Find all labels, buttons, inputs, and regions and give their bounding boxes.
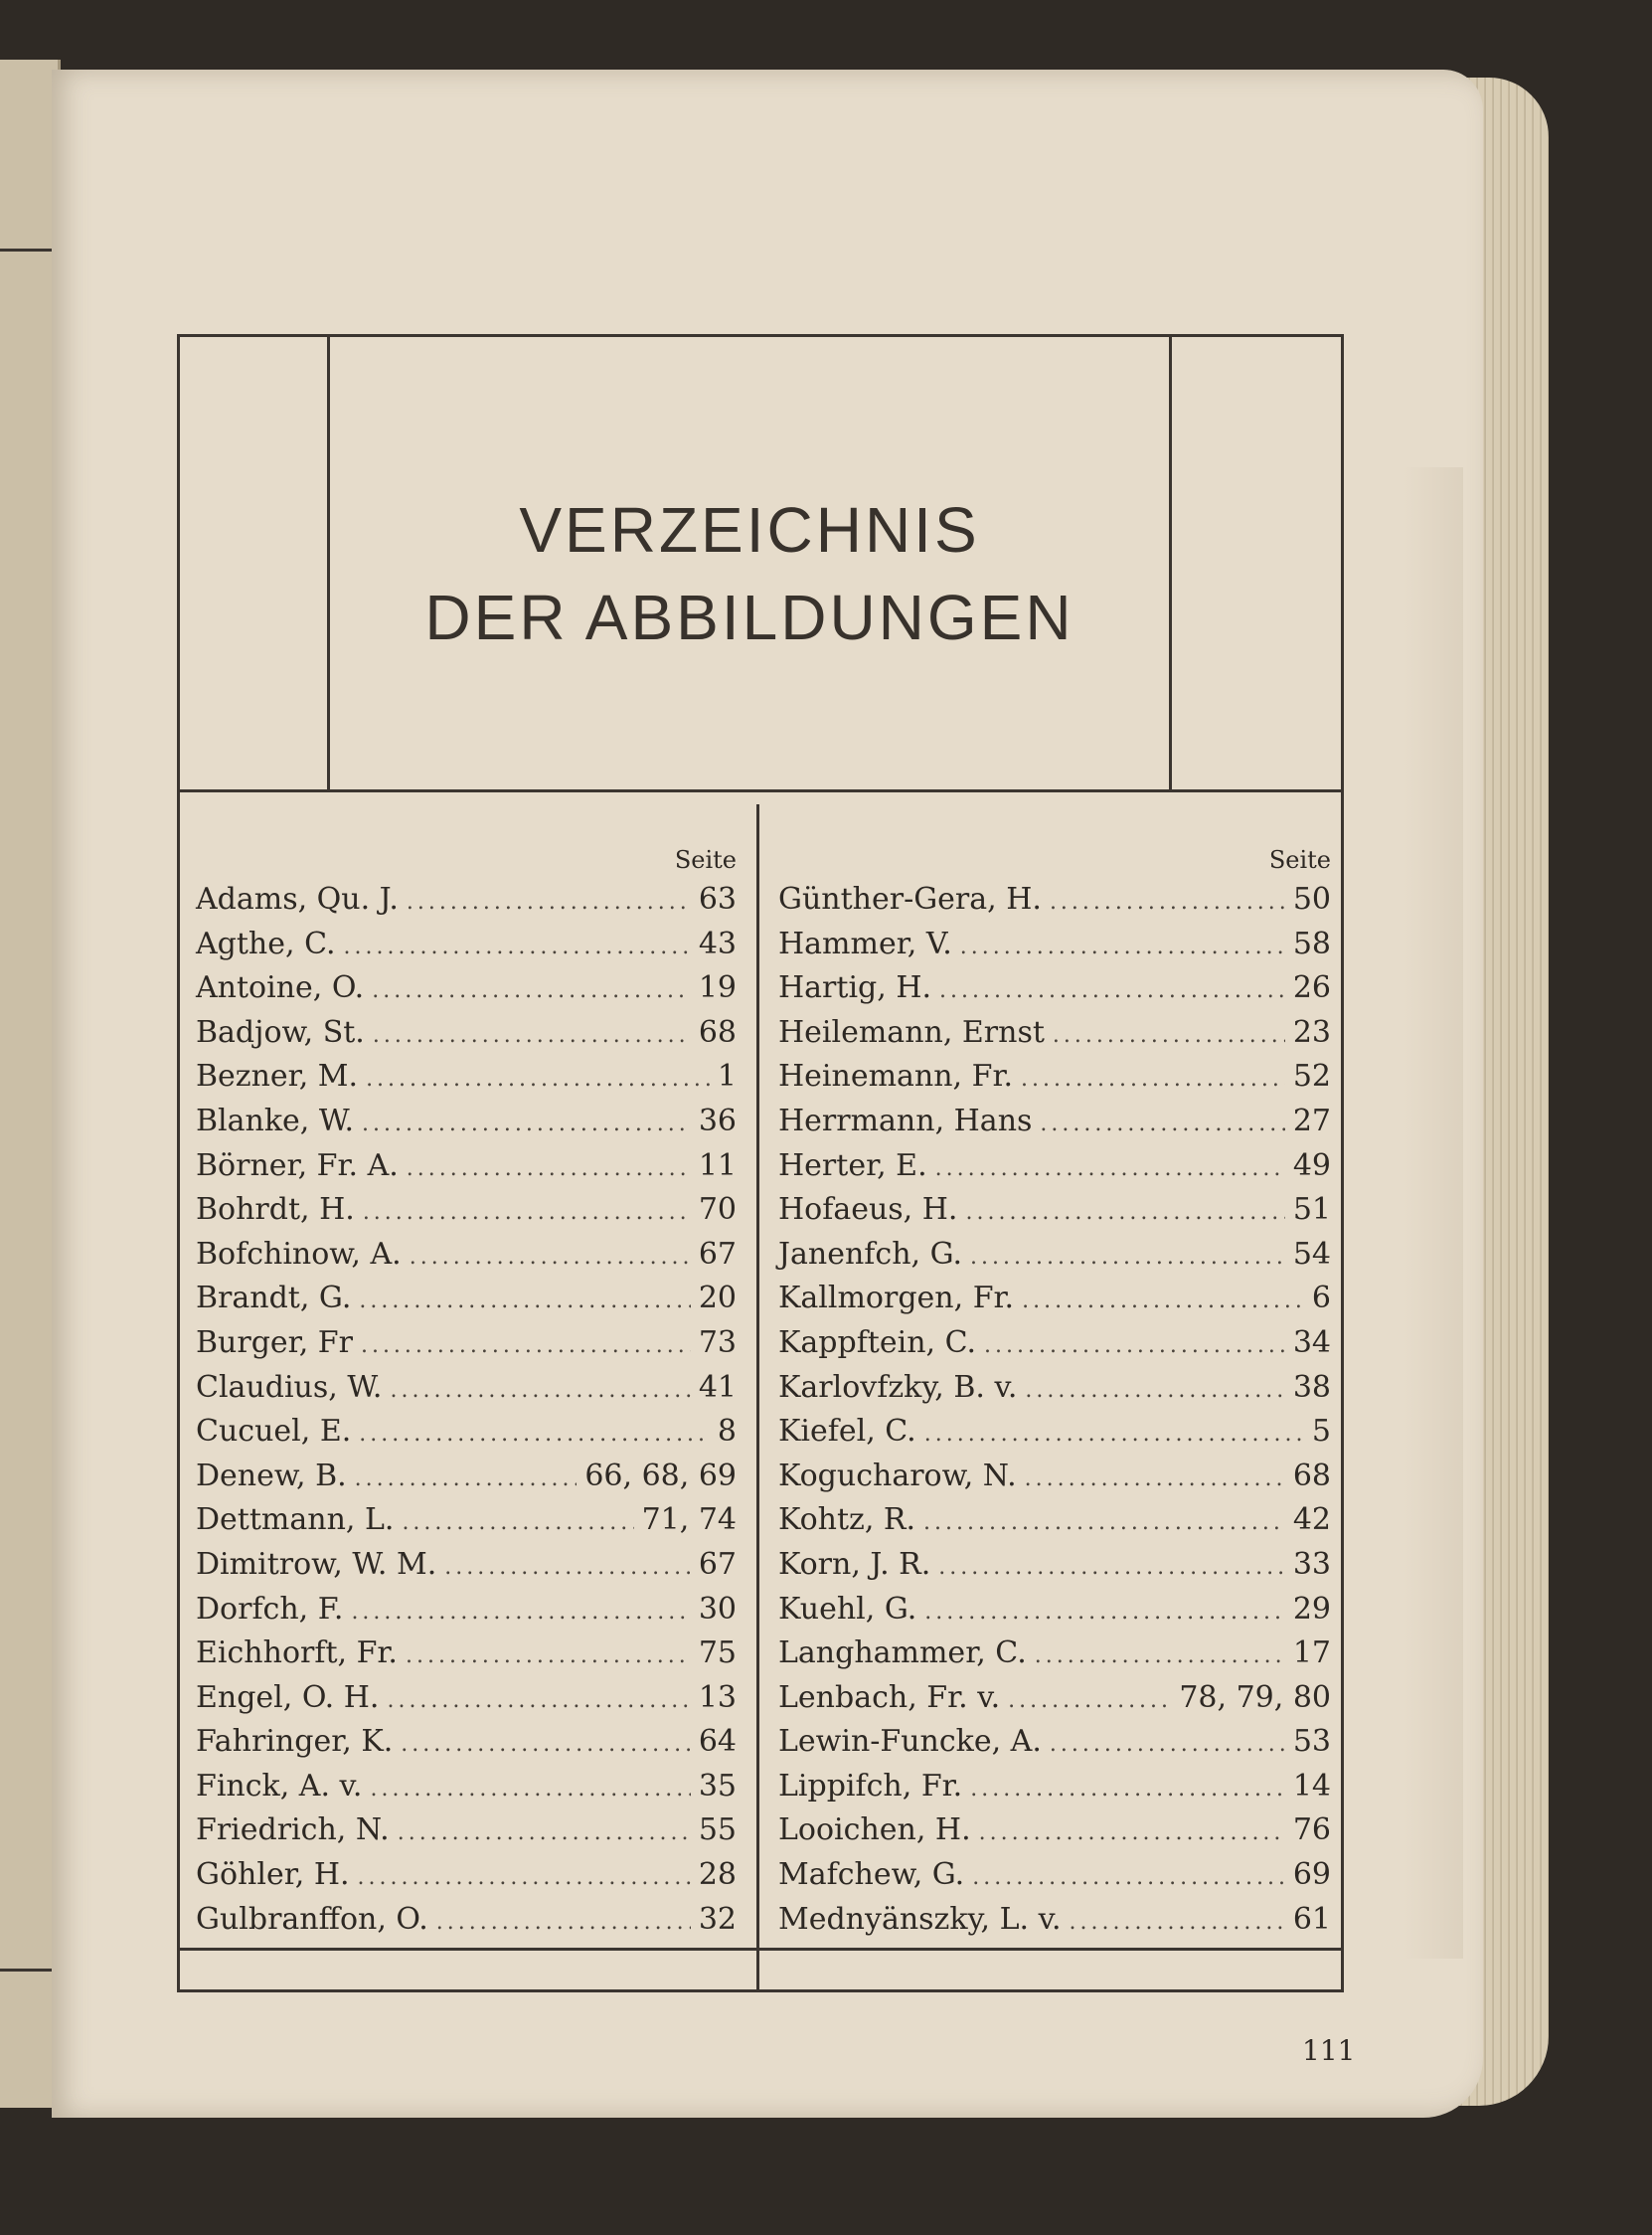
index-entry bbox=[778, 1455, 1331, 1499]
entry-page-number: 13 bbox=[698, 1679, 737, 1715]
index-entry bbox=[196, 1366, 737, 1411]
dot-leader bbox=[390, 1369, 690, 1414]
dot-leader bbox=[1050, 1723, 1285, 1768]
entry-page-number: 33 bbox=[1292, 1546, 1331, 1582]
dot-leader bbox=[924, 1591, 1285, 1635]
entry-artist-name: Kuehl, G. bbox=[778, 1591, 917, 1627]
dot-leader bbox=[387, 1679, 690, 1724]
entry-page-number: 28 bbox=[698, 1857, 737, 1893]
index-entry bbox=[196, 1455, 737, 1499]
index-entry bbox=[778, 1321, 1331, 1366]
entry-page-number: 43 bbox=[698, 926, 737, 961]
entry-page-number: 35 bbox=[698, 1768, 737, 1804]
dot-leader bbox=[1008, 1679, 1171, 1724]
entry-page-number: 8 bbox=[717, 1414, 737, 1450]
dot-leader bbox=[407, 881, 691, 926]
dot-leader bbox=[407, 1147, 691, 1192]
index-entry bbox=[196, 1588, 737, 1633]
entry-page-number: 54 bbox=[1292, 1236, 1331, 1272]
entry-artist-name: Janenfch, G. bbox=[778, 1236, 963, 1272]
entry-page-number: 55 bbox=[698, 1812, 737, 1848]
index-frame bbox=[177, 334, 1344, 1992]
index-entry bbox=[778, 1233, 1331, 1278]
entry-artist-name: Denew, B. bbox=[196, 1458, 347, 1493]
entry-artist-name: Bezner, M. bbox=[196, 1059, 359, 1095]
entry-page-number: 58 bbox=[1292, 926, 1331, 961]
dot-leader bbox=[401, 1723, 691, 1768]
index-entry bbox=[778, 1188, 1331, 1233]
entry-artist-name: Kohtz, R. bbox=[778, 1502, 916, 1538]
dot-leader bbox=[1025, 1369, 1284, 1414]
dot-leader bbox=[1070, 1901, 1285, 1946]
index-entry bbox=[778, 1720, 1331, 1765]
entry-artist-name: Fahringer, K. bbox=[196, 1724, 394, 1760]
entry-artist-name: Günther-Gera, H. bbox=[778, 882, 1042, 917]
entry-page-number: 69 bbox=[1292, 1857, 1331, 1893]
entry-artist-name: Cucuel, E. bbox=[196, 1414, 352, 1450]
dot-leader bbox=[351, 1591, 690, 1635]
entry-list bbox=[778, 878, 1331, 1942]
entry-page-number: 23 bbox=[1292, 1014, 1331, 1050]
dot-leader bbox=[960, 926, 1285, 970]
facing-page-rule bbox=[0, 1969, 58, 1972]
entry-page-number: 71, 74 bbox=[641, 1502, 737, 1538]
index-entry bbox=[778, 1898, 1331, 1943]
dot-leader bbox=[972, 1856, 1285, 1901]
entry-artist-name: Herter, E. bbox=[778, 1147, 927, 1183]
book-page bbox=[52, 70, 1483, 2118]
entry-artist-name: Dimitrow, W. M. bbox=[196, 1546, 437, 1582]
dot-leader bbox=[935, 1147, 1285, 1192]
index-column-right bbox=[778, 842, 1331, 1942]
index-entry bbox=[196, 1321, 737, 1366]
entry-page-number: 64 bbox=[698, 1724, 737, 1760]
title-box bbox=[327, 337, 1172, 789]
entry-page-number: 26 bbox=[1292, 970, 1331, 1006]
index-entry bbox=[196, 1144, 737, 1189]
title-line-2: DER ABBILDUNGEN bbox=[424, 581, 1074, 653]
index-entry bbox=[778, 1853, 1331, 1898]
index-entry bbox=[196, 1720, 737, 1765]
entry-page-number: 50 bbox=[1292, 882, 1331, 917]
dot-leader bbox=[984, 1324, 1285, 1369]
dot-leader bbox=[358, 1856, 691, 1901]
index-entry bbox=[196, 966, 737, 1011]
dot-leader bbox=[1053, 1014, 1285, 1059]
entry-page-number: 41 bbox=[698, 1369, 737, 1405]
dot-leader bbox=[402, 1501, 633, 1546]
entry-artist-name: Bohrdt, H. bbox=[196, 1192, 355, 1228]
entry-artist-name: Gulbranffon, O. bbox=[196, 1901, 428, 1937]
dot-leader bbox=[398, 1811, 691, 1856]
entry-artist-name: Bofchinow, A. bbox=[196, 1236, 402, 1272]
entry-artist-name: Heinemann, Fr. bbox=[778, 1059, 1014, 1095]
column-header-seite: Seite bbox=[674, 846, 737, 874]
dot-leader bbox=[359, 1280, 690, 1324]
entry-artist-name: Blanke, W. bbox=[196, 1103, 354, 1138]
entry-artist-name: Kogucharow, N. bbox=[778, 1458, 1017, 1493]
entry-page-number: 68 bbox=[698, 1014, 737, 1050]
index-entry bbox=[196, 1543, 737, 1588]
dot-leader bbox=[366, 1058, 710, 1103]
index-entry bbox=[778, 1410, 1331, 1455]
dot-leader bbox=[355, 1458, 578, 1502]
index-entry bbox=[778, 1543, 1331, 1588]
entry-artist-name: Dorfch, F. bbox=[196, 1591, 344, 1627]
entry-page-number: 52 bbox=[1292, 1059, 1331, 1095]
entry-artist-name: Lippifch, Fr. bbox=[778, 1768, 963, 1804]
entry-artist-name: Langhammer, C. bbox=[778, 1635, 1027, 1671]
dot-leader bbox=[970, 1768, 1285, 1812]
entry-page-number: 67 bbox=[698, 1546, 737, 1582]
entry-artist-name: Heilemann, Ernst bbox=[778, 1014, 1045, 1050]
title-separator bbox=[180, 789, 1341, 792]
dot-leader bbox=[410, 1236, 691, 1281]
entry-page-number: 66, 68, 69 bbox=[584, 1458, 737, 1493]
entry-artist-name: Göhler, H. bbox=[196, 1857, 350, 1893]
dot-leader bbox=[939, 969, 1285, 1014]
index-entry bbox=[778, 878, 1331, 923]
dot-leader bbox=[965, 1191, 1284, 1236]
dot-leader bbox=[436, 1901, 691, 1946]
entry-artist-name: Kiefel, C. bbox=[778, 1414, 916, 1450]
index-entry bbox=[778, 1144, 1331, 1189]
dot-leader bbox=[361, 1324, 691, 1369]
index-entry bbox=[196, 878, 737, 923]
index-entry bbox=[196, 1011, 737, 1056]
entry-page-number: 75 bbox=[698, 1635, 737, 1671]
entry-artist-name: Antoine, O. bbox=[196, 970, 365, 1006]
index-entry bbox=[778, 1765, 1331, 1809]
entry-artist-name: Hofaeus, H. bbox=[778, 1192, 958, 1228]
dot-leader bbox=[923, 1501, 1285, 1546]
entry-page-number: 36 bbox=[698, 1103, 737, 1138]
entry-page-number: 63 bbox=[698, 882, 737, 917]
index-entry bbox=[778, 1100, 1331, 1144]
index-entry bbox=[778, 1588, 1331, 1633]
entry-page-number: 11 bbox=[698, 1147, 737, 1183]
index-entry bbox=[778, 1632, 1331, 1676]
index-entry bbox=[196, 1853, 737, 1898]
dot-leader bbox=[362, 1103, 691, 1147]
entry-artist-name: Badjow, St. bbox=[196, 1014, 365, 1050]
index-entry bbox=[196, 1188, 737, 1233]
entry-page-number: 67 bbox=[698, 1236, 737, 1272]
entry-artist-name: Dettmann, L. bbox=[196, 1502, 395, 1538]
entry-page-number: 32 bbox=[698, 1901, 737, 1937]
entry-page-number: 6 bbox=[1311, 1281, 1331, 1316]
entry-artist-name: Eichhorft, Fr. bbox=[196, 1635, 398, 1671]
dot-leader bbox=[970, 1236, 1285, 1281]
entry-artist-name: Lewin-Funcke, A. bbox=[778, 1724, 1042, 1760]
entry-page-number: 19 bbox=[698, 970, 737, 1006]
entry-artist-name: Karlovfzky, B. v. bbox=[778, 1369, 1018, 1405]
entry-artist-name: Hartig, H. bbox=[778, 970, 932, 1006]
dot-leader bbox=[1025, 1458, 1285, 1502]
entry-page-number: 1 bbox=[717, 1059, 737, 1095]
index-entry bbox=[778, 1498, 1331, 1543]
dot-leader bbox=[1022, 1280, 1304, 1324]
entry-artist-name: Mednyänszky, L. v. bbox=[778, 1901, 1062, 1937]
entry-page-number: 68 bbox=[1292, 1458, 1331, 1493]
bottom-rule bbox=[180, 1948, 1341, 1951]
entry-page-number: 70 bbox=[698, 1192, 737, 1228]
entry-page-number: 38 bbox=[1292, 1369, 1331, 1405]
entry-page-number: 29 bbox=[1292, 1591, 1331, 1627]
index-entry bbox=[196, 923, 737, 967]
entry-artist-name: Lenbach, Fr. v. bbox=[778, 1679, 1001, 1715]
index-entry bbox=[196, 1233, 737, 1278]
entry-artist-name: Mafchew, G. bbox=[778, 1857, 965, 1893]
index-entry bbox=[196, 1632, 737, 1676]
entry-list bbox=[196, 878, 737, 1942]
entry-artist-name: Burger, Fr bbox=[196, 1324, 353, 1360]
dot-leader bbox=[1040, 1103, 1284, 1147]
entry-page-number: 20 bbox=[698, 1281, 737, 1316]
index-entry bbox=[778, 1808, 1331, 1853]
column-divider bbox=[756, 804, 759, 1989]
index-entry bbox=[196, 1100, 737, 1144]
entry-artist-name: Hammer, V. bbox=[778, 926, 952, 961]
dot-leader bbox=[363, 1191, 691, 1236]
index-entry bbox=[778, 923, 1331, 967]
dot-leader bbox=[372, 969, 691, 1014]
index-entry bbox=[778, 1011, 1331, 1056]
index-entry bbox=[778, 1277, 1331, 1321]
dot-leader bbox=[406, 1634, 691, 1679]
index-entry bbox=[778, 966, 1331, 1011]
entry-artist-name: Finck, A. v. bbox=[196, 1768, 363, 1804]
dot-leader bbox=[1050, 881, 1285, 926]
entry-page-number: 17 bbox=[1292, 1635, 1331, 1671]
entry-page-number: 76 bbox=[1292, 1812, 1331, 1848]
index-entry bbox=[778, 1676, 1331, 1721]
title-line-1: VERZEICHNIS bbox=[519, 493, 980, 566]
column-header-seite: Seite bbox=[1268, 846, 1331, 874]
entry-page-number: 53 bbox=[1292, 1724, 1331, 1760]
dot-leader bbox=[938, 1546, 1285, 1591]
dot-leader bbox=[359, 1413, 710, 1458]
entry-artist-name: Brandt, G. bbox=[196, 1281, 352, 1316]
index-entry bbox=[196, 1808, 737, 1853]
entry-artist-name: Adams, Qu. J. bbox=[196, 882, 399, 917]
entry-artist-name: Kallmorgen, Fr. bbox=[778, 1281, 1015, 1316]
entry-page-number: 5 bbox=[1311, 1414, 1331, 1450]
dot-leader bbox=[344, 926, 691, 970]
entry-artist-name: Looichen, H. bbox=[778, 1812, 971, 1848]
entry-page-number: 51 bbox=[1292, 1192, 1331, 1228]
entry-page-number: 78, 79, 80 bbox=[1179, 1679, 1331, 1715]
index-entry bbox=[196, 1277, 737, 1321]
index-entry bbox=[778, 1055, 1331, 1100]
entry-artist-name: Kappftein, C. bbox=[778, 1324, 977, 1360]
entry-page-number: 49 bbox=[1292, 1147, 1331, 1183]
entry-artist-name: Korn, J. R. bbox=[778, 1546, 931, 1582]
entry-artist-name: Agthe, C. bbox=[196, 926, 336, 961]
dot-leader bbox=[444, 1546, 691, 1591]
dot-leader bbox=[1035, 1634, 1285, 1679]
entry-page-number: 73 bbox=[698, 1324, 737, 1360]
entry-page-number: 14 bbox=[1292, 1768, 1331, 1804]
entry-page-number: 61 bbox=[1292, 1901, 1331, 1937]
dot-leader bbox=[373, 1014, 691, 1059]
entry-page-number: 27 bbox=[1292, 1103, 1331, 1138]
entry-page-number: 34 bbox=[1292, 1324, 1331, 1360]
entry-artist-name: Friedrich, N. bbox=[196, 1812, 390, 1848]
dot-leader bbox=[979, 1811, 1285, 1856]
index-column-left bbox=[196, 842, 737, 1942]
facing-page-rule bbox=[0, 249, 58, 252]
entry-artist-name: Herrmann, Hans bbox=[778, 1103, 1033, 1138]
dot-leader bbox=[370, 1768, 690, 1812]
index-entry bbox=[196, 1055, 737, 1100]
entry-artist-name: Engel, O. H. bbox=[196, 1679, 380, 1715]
entry-artist-name: Börner, Fr. A. bbox=[196, 1147, 399, 1183]
index-entry bbox=[778, 1366, 1331, 1411]
index-entry bbox=[196, 1898, 737, 1943]
index-entry bbox=[196, 1676, 737, 1721]
index-entry bbox=[196, 1498, 737, 1543]
page-number: 111 bbox=[1302, 2034, 1356, 2067]
dot-leader bbox=[1021, 1058, 1285, 1103]
entry-artist-name: Claudius, W. bbox=[196, 1369, 383, 1405]
index-entry bbox=[196, 1765, 737, 1809]
index-entry bbox=[196, 1410, 737, 1455]
entry-page-number: 30 bbox=[698, 1591, 737, 1627]
entry-page-number: 42 bbox=[1292, 1502, 1331, 1538]
dot-leader bbox=[924, 1413, 1304, 1458]
page-shading bbox=[1404, 467, 1463, 1959]
